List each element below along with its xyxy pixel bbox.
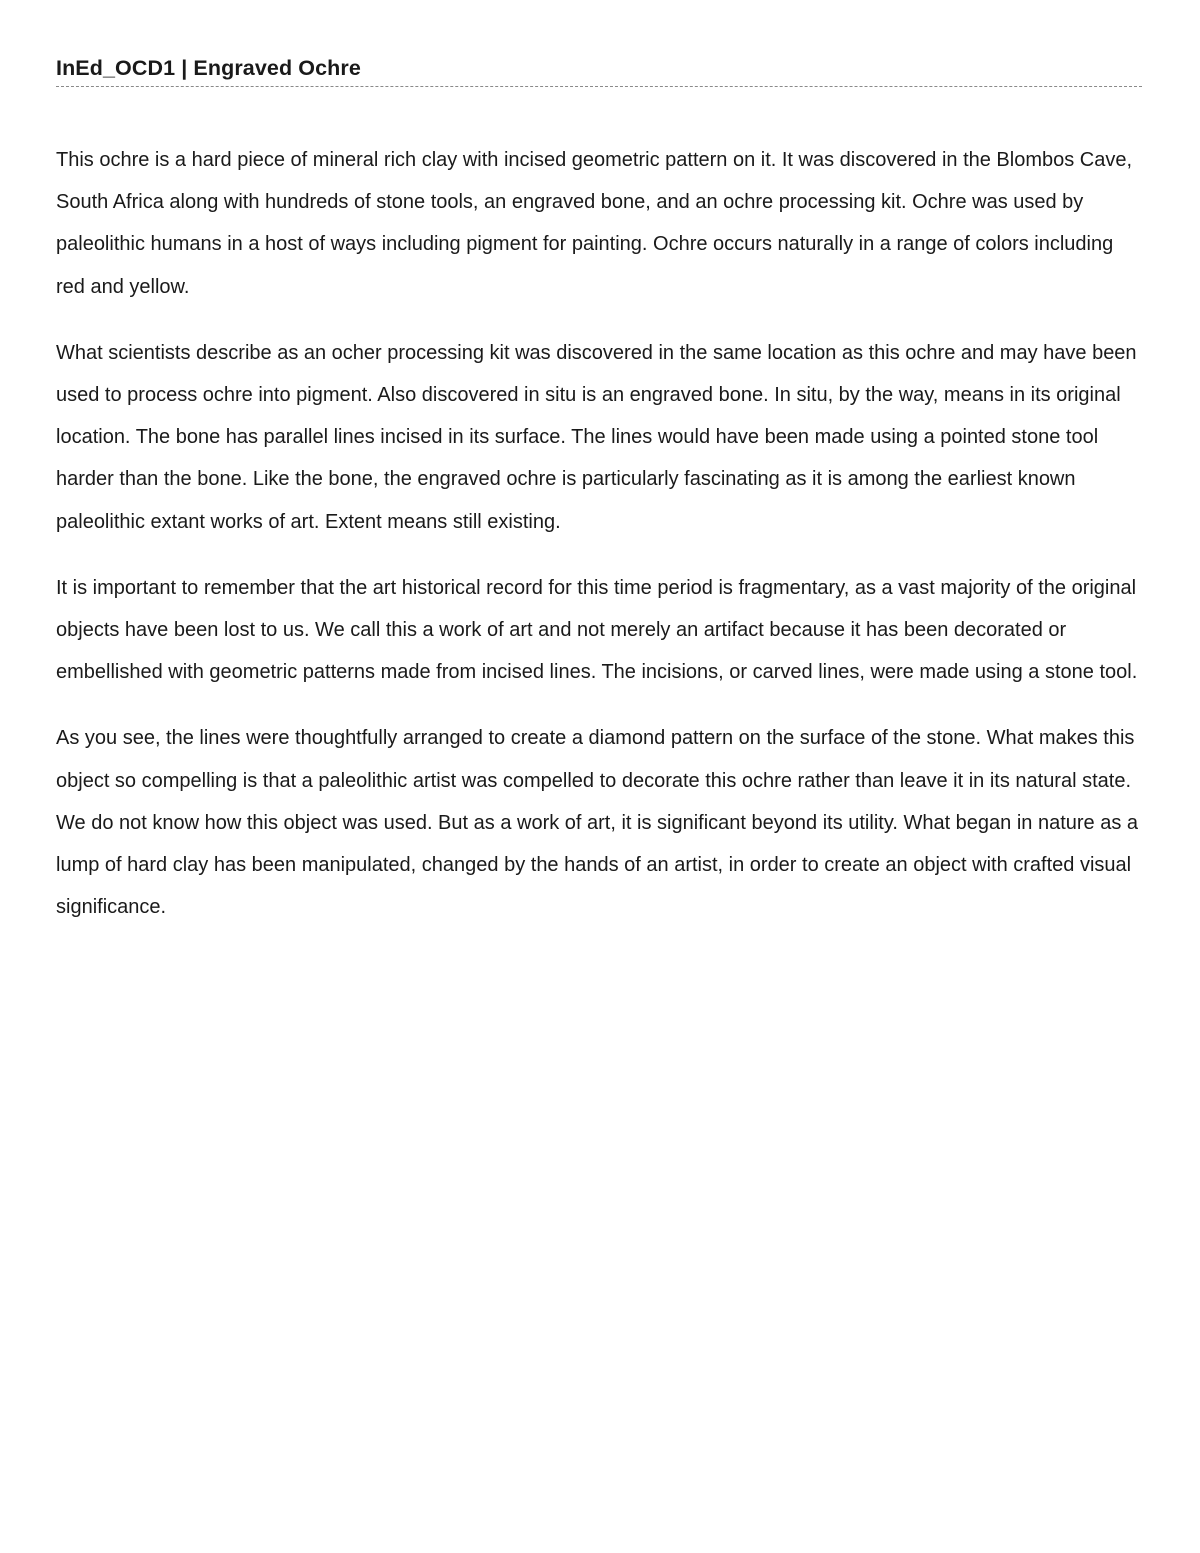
document-body — [56, 139, 1144, 928]
document-page — [56, 0, 1144, 952]
paragraph-1: This ochre is a hard piece of mineral rich clay with incised geometric pattern on it. It was discovered in the Blombos Cave, South Africa along with hundreds of stone tools, an engraved bone, and an ochre processing kit. Ochre was used by paleolithic humans in a host of ways including pigment for painting. Ochre occurs naturally in a range of colors including red and yellow. — [56, 149, 1133, 298]
paragraph-2: What scientists describe as an ocher processing kit was discovered in the same location as this ochre and may have been used to process ochre into pigment. Also discovered in situ is an engraved bone. In situ, by the way, means in its original location. The bone has parallel lines incised in its surface. The lines would have been made using a pointed stone tool harder than the bone. Like the bone, the engraved ochre is particularly fascinating as it is among the earliest known paleolithic extant works of art. Extent means still existing. — [56, 341, 1137, 533]
title-divider — [56, 86, 1142, 87]
document-title: InEd_OCD1 | Engraved Ochre — [56, 56, 361, 80]
paragraph-3: It is important to remember that the art historical record for this time period is fragmentary, as a vast majority of the original objects have been lost to us. We call this a work of art and not merely an artifact because it has been decorated or embellished with geometric patterns made from incised lines. The incisions, or carved lines, were made using a stone tool. — [56, 576, 1138, 684]
paragraph-4: As you see, the lines were thoughtfully arranged to create a diamond pattern on the surface of the stone. What makes this object so compelling is that a paleolithic artist was compelled to decorate this ochre rather than leave it in its natural state. We do not know how this object was used. But as a work of art, it is significant beyond its utility. What began in nature as a lump of hard clay has been manipulated, changed by the hands of an artist, in order to create an object with crafted visual significance. — [56, 727, 1139, 919]
